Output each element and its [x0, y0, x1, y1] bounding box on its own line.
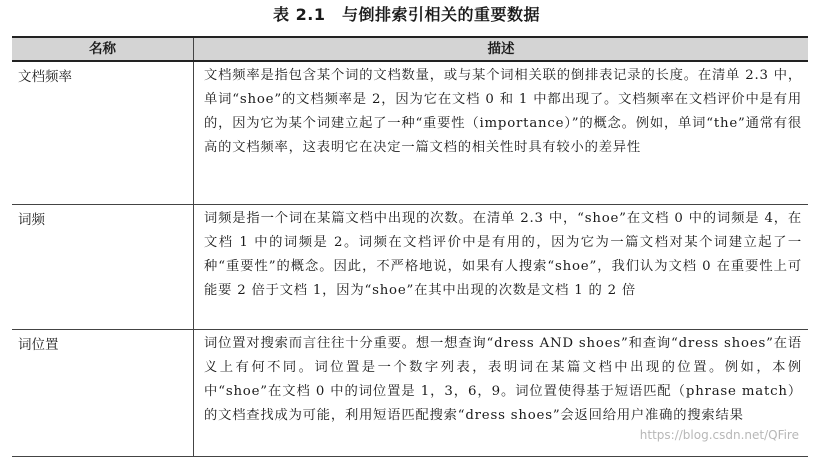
row-name-cell: 词频 [12, 205, 194, 329]
row-name-cell: 文档频率 [12, 62, 194, 204]
table-caption: 表 2.1 与倒排索引相关的重要数据 [273, 5, 540, 24]
watermark: https://blog.csdn.net/QFire [639, 428, 799, 442]
column-header-description: 描述 [487, 41, 515, 57]
table-row [12, 62, 808, 205]
row-description-cell: 词频是指一个词在某篇文档中出现的次数。在清单 2.3 中，“shoe”在文档 0 中的词频是 4，在文档 1 中的词频是 2。词频在文档评价中是有用的，因为它为一篇文档对某个词建立起了一种“重要性”的概念。因此，不严格地说，如果有人搜索“shoe”，我们认为文档 0 在重要性上可能要 2 倍于文档 1，因为“shoe”在其中出现的次数是文档 1 的 2 倍 [204, 210, 802, 299]
data-table [12, 36, 808, 457]
table-header-row [12, 38, 808, 60]
row-description-cell: 文档频率是指包含某个词的文档数量，或与某个词相关联的倒排表记录的长度。在清单 2.3 中，单词“shoe”的文档频率是 2，因为它在文档 0 和 1 中都出现了。文档频率在文档评价中是有用的，因为它为某个词建立起了一种“重要性（importance）”的概念。例如，单词“the”通常有很高的文档频率，这表明它在决定一篇文档的相关性时具有较小的差异性 [204, 67, 802, 156]
row-description-cell: 词位置对搜索而言往往十分重要。想一想查询“dress AND shoes”和查询“dress shoes”在语义上有何不同。词位置是一个数字列表，表明词在某篇文档中出现的位置。例如，本例中“shoe”在文档 0 中的词位置是 1，3，6，9。词位置使得基于短语匹配（phrase match）的文档查找成为可能，利用短语匹配搜索“dress shoes”会返回给用户准确的搜索结果 [204, 335, 802, 424]
table-row [12, 205, 808, 330]
column-header-name: 名称 [12, 38, 194, 60]
row-name-cell: 词位置 [12, 330, 194, 456]
